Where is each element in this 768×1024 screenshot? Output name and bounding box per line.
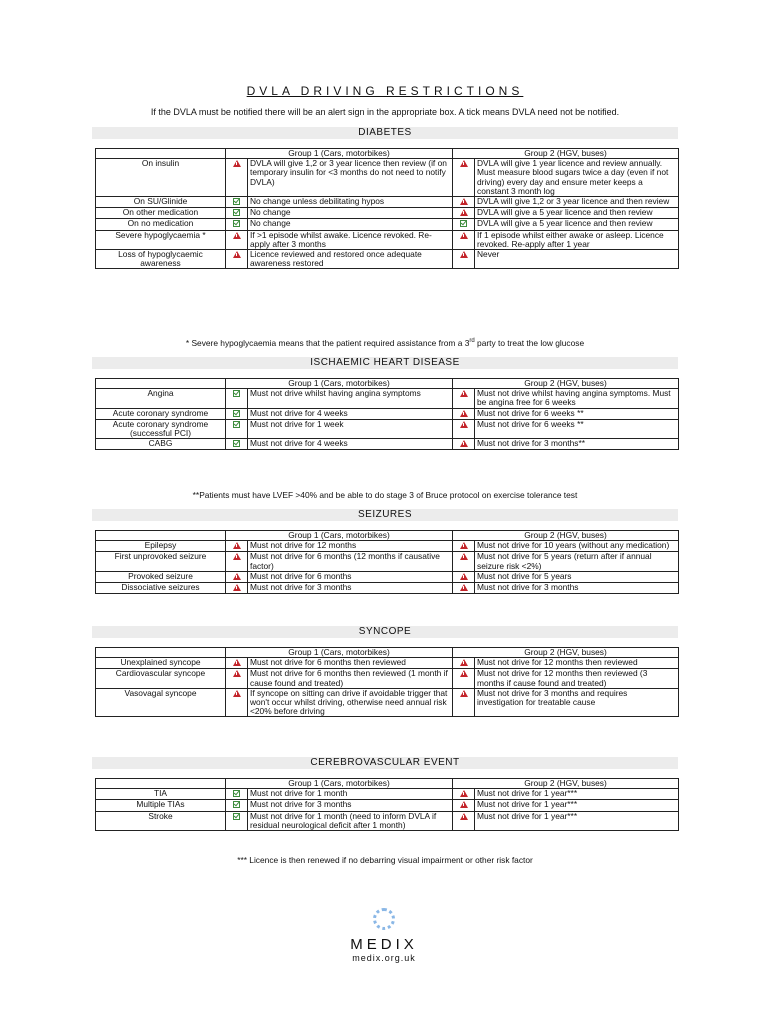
group2-status-cell <box>453 658 475 669</box>
group2-rule-cell: Must not drive for 3 months <box>475 583 679 594</box>
alert-icon <box>460 659 468 666</box>
syncope-table <box>95 647 679 717</box>
condition-cell: Cardiovascular syncope <box>96 669 226 688</box>
group2-rule-cell: Never <box>475 250 679 269</box>
tick-icon <box>233 421 240 428</box>
group2-status-cell <box>453 159 475 197</box>
group1-status-cell <box>226 800 248 811</box>
group2-rule-cell: Must not drive for 6 weeks ** <box>475 419 679 438</box>
condition-cell: Angina <box>96 389 226 408</box>
tick-icon <box>233 801 240 808</box>
group1-rule-cell: Must not drive for 6 months then reviewed (1 month if cause found and treated) <box>248 669 453 688</box>
group2-status-cell <box>453 571 475 582</box>
condition-cell: Unexplained syncope <box>96 658 226 669</box>
group1-rule-cell: If syncope on sitting can drive if avoidable trigger that won't occur whilst driving, otherwise need annual risk <20% before driving <box>248 688 453 717</box>
group1-rule-cell: Must not drive for 4 weeks <box>248 408 453 419</box>
group1-status-cell <box>226 688 248 717</box>
condition-cell: On insulin <box>96 159 226 197</box>
group2-rule-cell: Must not drive for 5 years (return after if annual seizure risk <2%) <box>475 552 679 571</box>
group1-status-cell <box>226 250 248 269</box>
table-row <box>96 811 679 830</box>
group1-status-cell <box>226 389 248 408</box>
section-heading-syncope: SYNCOPE <box>92 626 678 638</box>
group1-rule-cell: Must not drive for 6 months (12 months if causative factor) <box>248 552 453 571</box>
alert-icon <box>460 690 468 697</box>
group1-status-cell <box>226 208 248 219</box>
group1-status-cell <box>226 408 248 419</box>
alert-icon <box>460 421 468 428</box>
alert-icon <box>460 232 468 239</box>
group1-rule-cell: Must not drive whilst having angina symptoms <box>248 389 453 408</box>
alert-icon <box>460 584 468 591</box>
tick-icon <box>233 440 240 447</box>
group1-status-cell <box>226 669 248 688</box>
alert-icon <box>233 160 241 167</box>
table-row <box>96 541 679 552</box>
alert-icon <box>460 801 468 808</box>
table-header-row <box>96 531 679 541</box>
ihd-footnote: **Patients must have LVEF >40% and be able to do stage 3 of Bruce protocol on exercise tolerance test <box>192 490 578 500</box>
group2-status-cell <box>453 250 475 269</box>
header-empty-cell <box>96 531 226 541</box>
group2-rule-cell: Must not drive for 1 year*** <box>475 789 679 800</box>
group2-rule-cell: Must not drive for 3 months** <box>475 439 679 450</box>
group2-rule-cell: Must not drive for 12 months then reviewed <box>475 658 679 669</box>
alert-icon <box>460 573 468 580</box>
group1-header: Group 1 (Cars, motorbikes) <box>226 149 453 159</box>
alert-icon <box>460 813 468 820</box>
condition-cell: Severe hypoglycaemia * <box>96 230 226 249</box>
table-row <box>96 688 679 717</box>
alert-icon <box>460 410 468 417</box>
group2-rule-cell: Must not drive for 12 months then reviewed (3 months if cause found and treated) <box>475 669 679 688</box>
group1-rule-cell: Must not drive for 1 month (need to inform DVLA if residual neurological deficit after 1 month) <box>248 811 453 830</box>
group1-status-cell <box>226 419 248 438</box>
tick-icon <box>233 220 240 227</box>
group1-status-cell <box>226 571 248 582</box>
group1-status-cell <box>226 541 248 552</box>
condition-cell: On SU/Glinide <box>96 197 226 208</box>
tick-icon <box>233 198 240 205</box>
group2-rule-cell: Must not drive whilst having angina symptoms. Must be angina free for 6 weeks <box>475 389 679 408</box>
group2-status-cell <box>453 688 475 717</box>
tick-icon <box>233 410 240 417</box>
table-row <box>96 669 679 688</box>
cva-footnote: *** Licence is then renewed if no debarring visual impairment or other risk factor <box>237 855 533 865</box>
table-row <box>96 658 679 669</box>
alert-icon <box>460 160 468 167</box>
group2-rule-cell: Must not drive for 3 months and requires investigation for treatable cause <box>475 688 679 717</box>
cva-table <box>95 778 679 831</box>
tick-icon <box>233 790 240 797</box>
alert-icon <box>460 198 468 205</box>
alert-icon <box>460 390 468 397</box>
table-header-row <box>96 149 679 159</box>
table-row <box>96 419 679 438</box>
alert-icon <box>460 440 468 447</box>
group1-rule-cell: Must not drive for 6 months <box>248 571 453 582</box>
group2-status-cell <box>453 669 475 688</box>
alert-icon <box>460 553 468 560</box>
condition-cell: Dissociative seizures <box>96 583 226 594</box>
table-row <box>96 197 679 208</box>
table-row <box>96 159 679 197</box>
alert-icon <box>233 232 241 239</box>
alert-icon <box>460 251 468 258</box>
logo-url: medix.org.uk <box>352 953 416 963</box>
table-row <box>96 208 679 219</box>
diabetes-footnote: * Severe hypoglycaemia means that the patient required assistance from a 3rd party to treat the low glucose <box>185 338 585 348</box>
group2-header: Group 2 (HGV, buses) <box>453 779 679 789</box>
group2-status-cell <box>453 219 475 230</box>
medix-logo-icon <box>373 908 395 930</box>
alert-icon <box>233 670 241 677</box>
table-header-row <box>96 379 679 389</box>
group1-rule-cell: Must not drive for 3 months <box>248 583 453 594</box>
alert-icon <box>233 573 241 580</box>
group1-rule-cell: Must not drive for 3 months <box>248 800 453 811</box>
group1-rule-cell: No change <box>248 219 453 230</box>
group2-rule-cell: If 1 episode whilst either awake or asleep. Licence revoked. Re-apply after 1 year <box>475 230 679 249</box>
condition-cell: TIA <box>96 789 226 800</box>
group2-rule-cell: Must not drive for 10 years (without any medication) <box>475 541 679 552</box>
alert-icon <box>233 251 241 258</box>
table-header-row <box>96 779 679 789</box>
group2-rule-cell: Must not drive for 1 year*** <box>475 800 679 811</box>
group2-rule-cell: DVLA will give 1 year licence and review annually. Must measure blood sugars twice a day (even if not driving) every day and ensure meter keeps a constant 3 month log <box>475 159 679 197</box>
table-row <box>96 389 679 408</box>
condition-cell: Stroke <box>96 811 226 830</box>
header-empty-cell <box>96 779 226 789</box>
group1-rule-cell: DVLA will give 1,2 or 3 year licence then review (if on temporary insulin for <3 months do not need to notify DVLA) <box>248 159 453 197</box>
group2-status-cell <box>453 811 475 830</box>
tick-icon <box>460 220 467 227</box>
group2-status-cell <box>453 208 475 219</box>
group2-rule-cell: DVLA will give a 5 year licence and then review <box>475 219 679 230</box>
group1-rule-cell: Must not drive for 1 week <box>248 419 453 438</box>
table-row <box>96 800 679 811</box>
table-row <box>96 583 679 594</box>
condition-cell: Provoked seizure <box>96 571 226 582</box>
condition-cell: Loss of hypoglycaemic awareness <box>96 250 226 269</box>
alert-icon <box>233 542 241 549</box>
condition-cell: Multiple TIAs <box>96 800 226 811</box>
alert-icon <box>233 659 241 666</box>
table-header-row <box>96 648 679 658</box>
group2-rule-cell: Must not drive for 5 years <box>475 571 679 582</box>
group2-rule-cell: DVLA will give a 5 year licence and then review <box>475 208 679 219</box>
group1-header: Group 1 (Cars, motorbikes) <box>226 648 453 658</box>
group1-status-cell <box>226 439 248 450</box>
group1-status-cell <box>226 230 248 249</box>
section-heading-cva: CEREBROVASCULAR EVENT <box>92 757 678 769</box>
condition-cell: Vasovagal syncope <box>96 688 226 717</box>
group1-rule-cell: If >1 episode whilst awake. Licence revoked. Re-apply after 3 months <box>248 230 453 249</box>
section-heading-diabetes: DIABETES <box>92 127 678 139</box>
group2-header: Group 2 (HGV, buses) <box>453 379 679 389</box>
group1-status-cell <box>226 552 248 571</box>
header-empty-cell <box>96 379 226 389</box>
table-row <box>96 230 679 249</box>
table-row <box>96 219 679 230</box>
alert-icon <box>460 542 468 549</box>
group2-status-cell <box>453 389 475 408</box>
ihd-table <box>95 378 679 450</box>
intro-text: If the DVLA must be notified there will be an alert sign in the appropriate box. A tick means DVLA need not be notified. <box>150 107 620 117</box>
group1-header: Group 1 (Cars, motorbikes) <box>226 779 453 789</box>
group2-rule-cell: DVLA will give 1,2 or 3 year licence and then review <box>475 197 679 208</box>
condition-cell: Acute coronary syndrome (successful PCI) <box>96 419 226 438</box>
alert-icon <box>233 584 241 591</box>
tick-icon <box>233 390 240 397</box>
medix-logo <box>0 908 768 963</box>
condition-cell: On no medication <box>96 219 226 230</box>
alert-icon <box>460 670 468 677</box>
diabetes-table <box>95 148 679 269</box>
page-title: DVLA DRIVING RESTRICTIONS <box>246 84 524 98</box>
table-row <box>96 571 679 582</box>
alert-icon <box>460 209 468 216</box>
group1-status-cell <box>226 658 248 669</box>
group2-status-cell <box>453 583 475 594</box>
group2-status-cell <box>453 800 475 811</box>
group2-status-cell <box>453 419 475 438</box>
group1-header: Group 1 (Cars, motorbikes) <box>226 531 453 541</box>
group2-rule-cell: Must not drive for 1 year*** <box>475 811 679 830</box>
seizures-table <box>95 530 679 594</box>
alert-icon <box>233 553 241 560</box>
table-row <box>96 408 679 419</box>
alert-icon <box>233 690 241 697</box>
group1-rule-cell: Must not drive for 12 months <box>248 541 453 552</box>
header-empty-cell <box>96 149 226 159</box>
group2-status-cell <box>453 197 475 208</box>
group1-rule-cell: No change <box>248 208 453 219</box>
table-row <box>96 552 679 571</box>
group2-header: Group 2 (HGV, buses) <box>453 648 679 658</box>
section-heading-seizures: SEIZURES <box>92 509 678 521</box>
group2-header: Group 2 (HGV, buses) <box>453 149 679 159</box>
group1-rule-cell: Licence reviewed and restored once adequate awareness restored <box>248 250 453 269</box>
group1-rule-cell: Must not drive for 1 month <box>248 789 453 800</box>
table-row <box>96 250 679 269</box>
group2-rule-cell: Must not drive for 6 weeks ** <box>475 408 679 419</box>
condition-cell: Epilepsy <box>96 541 226 552</box>
group1-status-cell <box>226 219 248 230</box>
group2-status-cell <box>453 230 475 249</box>
header-empty-cell <box>96 648 226 658</box>
group2-status-cell <box>453 789 475 800</box>
group1-rule-cell: No change unless debilitating hypos <box>248 197 453 208</box>
tick-icon <box>233 813 240 820</box>
group1-rule-cell: Must not drive for 6 months then reviewed <box>248 658 453 669</box>
group2-status-cell <box>453 408 475 419</box>
group2-status-cell <box>453 439 475 450</box>
table-row <box>96 439 679 450</box>
table-row <box>96 789 679 800</box>
section-heading-ihd: ISCHAEMIC HEART DISEASE <box>92 357 678 369</box>
group1-status-cell <box>226 197 248 208</box>
group2-status-cell <box>453 552 475 571</box>
group1-header: Group 1 (Cars, motorbikes) <box>226 379 453 389</box>
logo-name: MEDIX <box>350 936 418 953</box>
tick-icon <box>233 209 240 216</box>
group1-status-cell <box>226 811 248 830</box>
group1-status-cell <box>226 583 248 594</box>
condition-cell: First unprovoked seizure <box>96 552 226 571</box>
condition-cell: Acute coronary syndrome <box>96 408 226 419</box>
group1-rule-cell: Must not drive for 4 weeks <box>248 439 453 450</box>
group2-status-cell <box>453 541 475 552</box>
group1-status-cell <box>226 159 248 197</box>
condition-cell: CABG <box>96 439 226 450</box>
group2-header: Group 2 (HGV, buses) <box>453 531 679 541</box>
group1-status-cell <box>226 789 248 800</box>
alert-icon <box>460 790 468 797</box>
condition-cell: On other medication <box>96 208 226 219</box>
